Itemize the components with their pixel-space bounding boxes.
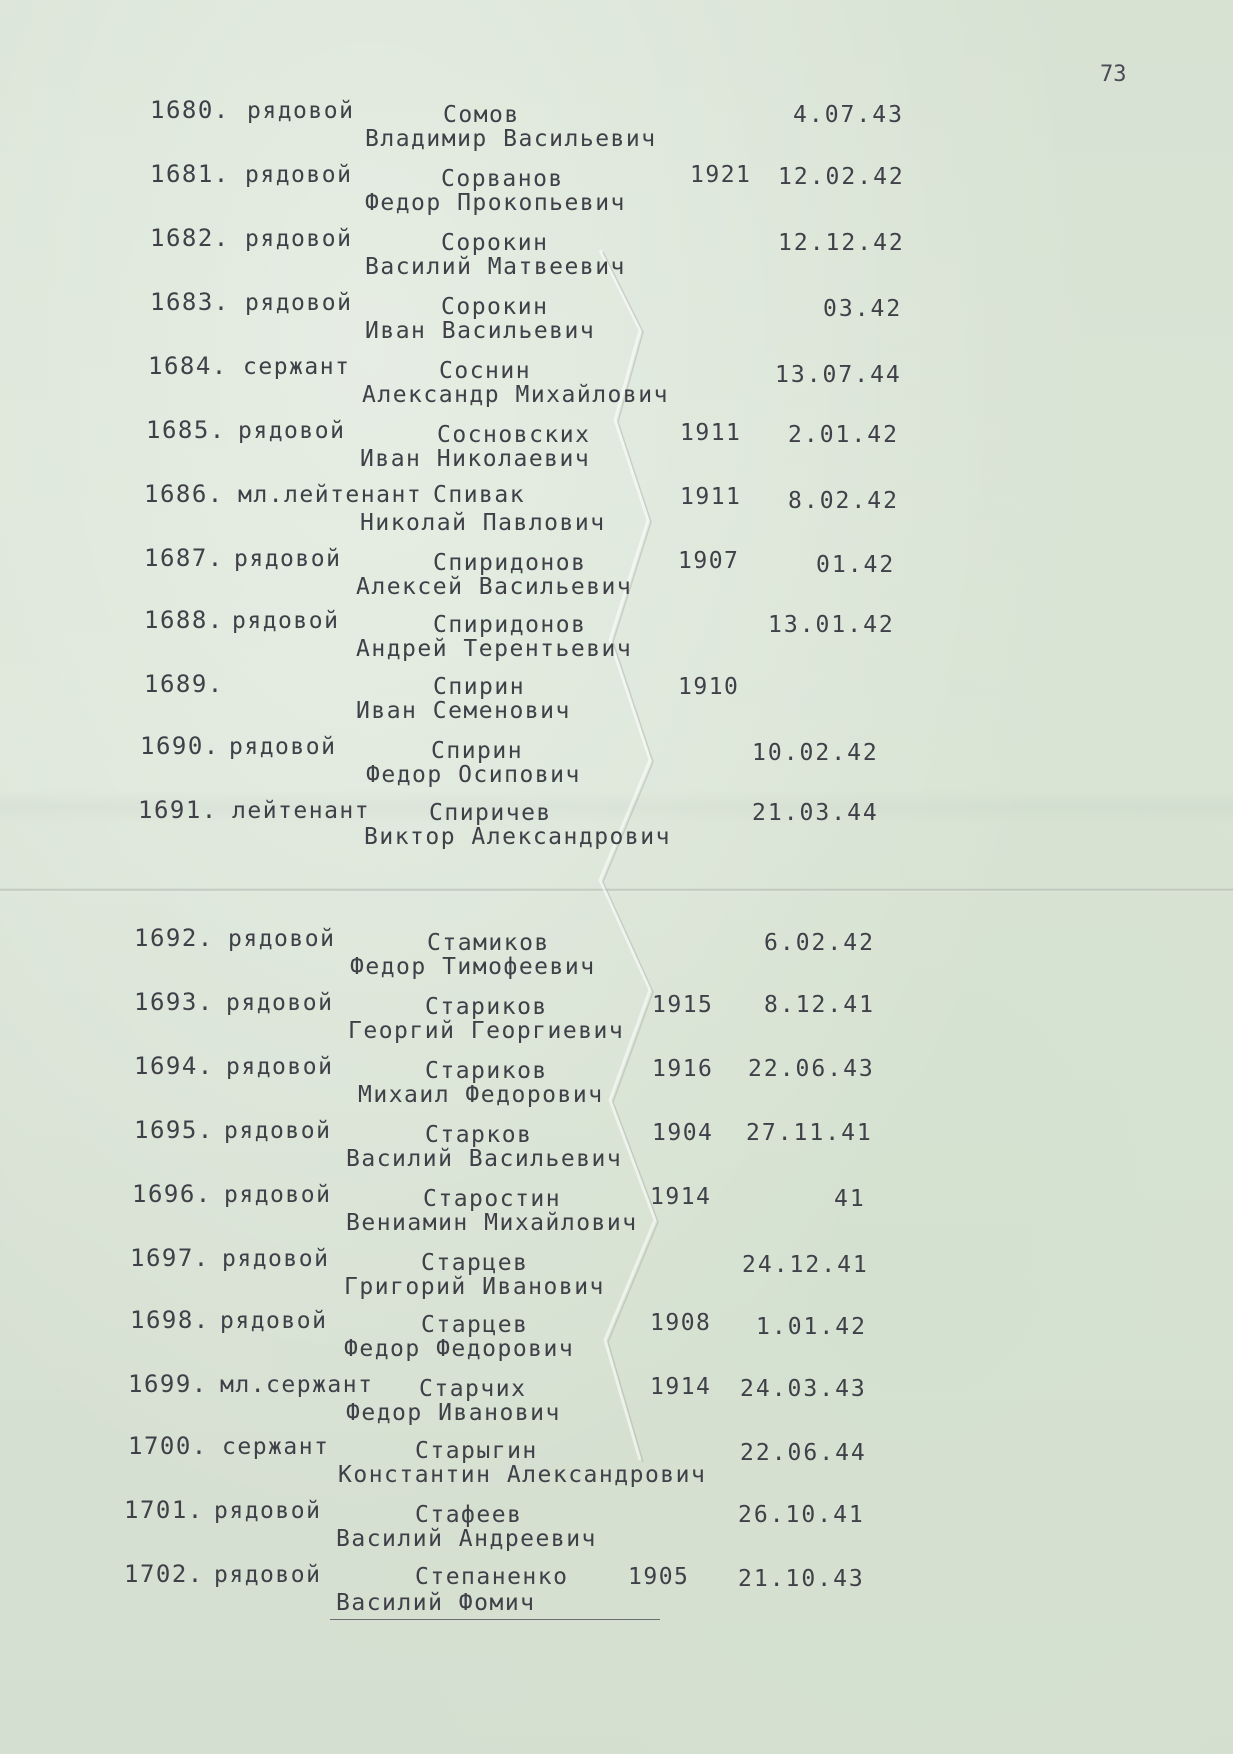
record-surname: Стафеев bbox=[415, 1502, 523, 1528]
record-given-name: Василий Васильевич bbox=[346, 1146, 623, 1172]
record-rank: рядовой bbox=[245, 226, 353, 252]
record-surname: Сомов bbox=[443, 102, 520, 128]
record-surname: Соснин bbox=[439, 358, 532, 384]
record-rank: рядовой bbox=[214, 1562, 322, 1588]
record-birth-year: 1911 bbox=[680, 420, 742, 446]
record-birth-year: 1904 bbox=[652, 1120, 714, 1146]
record-rank: мл.сержант bbox=[220, 1372, 374, 1398]
record-date: 26.10.41 bbox=[738, 1502, 865, 1528]
record-number: 1682. bbox=[150, 224, 230, 252]
record-given-name: Григорий Иванович bbox=[344, 1274, 605, 1300]
record-date: 01.42 bbox=[816, 552, 896, 578]
record-number: 1691. bbox=[138, 796, 218, 824]
record-number: 1695. bbox=[134, 1116, 214, 1144]
record-rank: мл.лейтенант bbox=[238, 482, 423, 508]
record-birth-year: 1908 bbox=[650, 1310, 712, 1336]
record-number: 1686. bbox=[144, 480, 224, 508]
record-rank: рядовой bbox=[228, 926, 336, 952]
record-rank: сержант bbox=[243, 354, 351, 380]
record-given-name: Федор Прокопьевич bbox=[365, 190, 626, 216]
record-date: 24.12.41 bbox=[742, 1252, 869, 1278]
record-surname: Стамиков bbox=[427, 930, 550, 956]
record-number: 1693. bbox=[134, 988, 214, 1016]
record-surname: Спиричев bbox=[429, 800, 552, 826]
record-given-name: Вениамин Михайлович bbox=[346, 1210, 638, 1236]
record-number: 1690. bbox=[140, 732, 220, 760]
record-date: 21.03.44 bbox=[752, 800, 879, 826]
record-given-name: Владимир Васильевич bbox=[365, 126, 657, 152]
record-given-name: Андрей Терентьевич bbox=[356, 636, 633, 662]
record-given-name: Василий Матвеевич bbox=[365, 254, 626, 280]
record-birth-year: 1910 bbox=[678, 674, 740, 700]
record-number: 1685. bbox=[146, 416, 226, 444]
record-given-name: Федор Федорович bbox=[344, 1336, 575, 1362]
record-surname: Сосновских bbox=[437, 422, 591, 448]
record-surname: Старыгин bbox=[415, 1438, 538, 1464]
record-number: 1694. bbox=[134, 1052, 214, 1080]
record-birth-year: 1907 bbox=[678, 548, 740, 574]
record-date: 8.12.41 bbox=[764, 992, 875, 1018]
record-date: 27.11.41 bbox=[746, 1120, 873, 1146]
record-date: 10.02.42 bbox=[752, 740, 879, 766]
record-given-name: Федор Осипович bbox=[366, 762, 581, 788]
record-number: 1689. bbox=[144, 670, 224, 698]
record-date: 03.42 bbox=[823, 296, 903, 322]
record-rank: рядовой bbox=[222, 1246, 330, 1272]
record-number: 1688. bbox=[144, 606, 224, 634]
record-surname: Старков bbox=[425, 1122, 533, 1148]
record-rank: рядовой bbox=[214, 1498, 322, 1524]
record-surname: Старцев bbox=[421, 1250, 529, 1276]
record-rank: рядовой bbox=[224, 1118, 332, 1144]
page-number: 73 bbox=[1100, 62, 1127, 87]
record-rank: рядовой bbox=[245, 290, 353, 316]
record-date: 22.06.44 bbox=[740, 1440, 867, 1466]
record-date: 12.12.42 bbox=[778, 230, 905, 256]
record-birth-year: 1915 bbox=[652, 992, 714, 1018]
record-surname: Старостин bbox=[423, 1186, 562, 1212]
record-number: 1692. bbox=[134, 924, 214, 952]
record-rank: сержант bbox=[222, 1434, 330, 1460]
record-date: 24.03.43 bbox=[740, 1376, 867, 1402]
record-surname: Спиридонов bbox=[433, 612, 587, 638]
record-given-name: Александр Михайлович bbox=[362, 382, 669, 408]
record-date: 41 bbox=[834, 1186, 866, 1212]
record-birth-year: 1911 bbox=[680, 484, 742, 510]
record-number: 1700. bbox=[128, 1432, 208, 1460]
record-surname: Сорокин bbox=[441, 294, 549, 320]
record-number: 1696. bbox=[132, 1180, 212, 1208]
record-rank: рядовой bbox=[238, 418, 346, 444]
record-given-name: Федор Иванович bbox=[346, 1400, 561, 1426]
record-given-name: Николай Павлович bbox=[360, 510, 606, 536]
record-birth-year: 1914 bbox=[650, 1374, 712, 1400]
record-number: 1697. bbox=[130, 1244, 210, 1272]
record-birth-year: 1905 bbox=[628, 1564, 690, 1590]
record-surname: Спиридонов bbox=[433, 550, 587, 576]
record-surname: Спирин bbox=[433, 674, 526, 700]
record-birth-year: 1914 bbox=[650, 1184, 712, 1210]
end-of-list-line bbox=[330, 1619, 660, 1620]
record-rank: рядовой bbox=[234, 546, 342, 572]
record-given-name: Иван Васильевич bbox=[365, 318, 596, 344]
record-date: 13.07.44 bbox=[775, 362, 902, 388]
record-given-name: Василий Андреевич bbox=[336, 1526, 597, 1552]
record-date: 13.01.42 bbox=[768, 612, 895, 638]
record-rank: рядовой bbox=[245, 162, 353, 188]
record-date: 12.02.42 bbox=[778, 164, 905, 190]
record-given-name: Алексей Васильевич bbox=[356, 574, 633, 600]
record-rank: рядовой bbox=[229, 734, 337, 760]
record-surname: Сорванов bbox=[441, 166, 564, 192]
record-surname: Степаненко bbox=[415, 1564, 569, 1590]
record-number: 1683. bbox=[150, 288, 230, 316]
record-rank: рядовой bbox=[224, 1182, 332, 1208]
record-surname: Старцев bbox=[421, 1312, 529, 1338]
record-given-name: Василий Фомич bbox=[336, 1590, 536, 1616]
record-number: 1684. bbox=[148, 352, 228, 380]
record-number: 1699. bbox=[128, 1370, 208, 1398]
record-date: 6.02.42 bbox=[764, 930, 875, 956]
record-given-name: Иван Николаевич bbox=[360, 446, 591, 472]
record-given-name: Георгий Георгиевич bbox=[348, 1018, 625, 1044]
record-birth-year: 1921 bbox=[690, 162, 752, 188]
record-surname: Сорокин bbox=[441, 230, 549, 256]
record-given-name: Иван Семенович bbox=[356, 698, 571, 724]
record-number: 1681. bbox=[150, 160, 230, 188]
record-surname: Старчих bbox=[419, 1376, 527, 1402]
record-surname: Стариков bbox=[425, 994, 548, 1020]
record-number: 1698. bbox=[130, 1306, 210, 1334]
record-date: 21.10.43 bbox=[738, 1566, 865, 1592]
record-rank: рядовой bbox=[226, 990, 334, 1016]
record-rank: рядовой bbox=[247, 98, 355, 124]
record-number: 1680. bbox=[150, 96, 230, 124]
record-rank: рядовой bbox=[232, 608, 340, 634]
record-rank: лейтенант bbox=[232, 798, 371, 824]
record-surname: Стариков bbox=[425, 1058, 548, 1084]
record-date: 22.06.43 bbox=[748, 1056, 875, 1082]
record-number: 1702. bbox=[124, 1560, 204, 1588]
record-given-name: Виктор Александрович bbox=[364, 824, 671, 850]
record-surname: Спирин bbox=[431, 738, 524, 764]
record-number: 1701. bbox=[124, 1496, 204, 1524]
record-rank: рядовой bbox=[226, 1054, 334, 1080]
record-date: 8.02.42 bbox=[788, 488, 899, 514]
record-date: 4.07.43 bbox=[793, 102, 904, 128]
record-date: 1.01.42 bbox=[756, 1314, 867, 1340]
record-number: 1687. bbox=[144, 544, 224, 572]
record-given-name: Федор Тимофеевич bbox=[350, 954, 596, 980]
record-given-name: Михаил Федорович bbox=[358, 1082, 604, 1108]
record-given-name: Константин Александрович bbox=[338, 1462, 707, 1488]
record-birth-year: 1916 bbox=[652, 1056, 714, 1082]
record-rank: рядовой bbox=[220, 1308, 328, 1334]
record-date: 2.01.42 bbox=[788, 422, 899, 448]
record-surname: Спивак bbox=[433, 482, 526, 508]
